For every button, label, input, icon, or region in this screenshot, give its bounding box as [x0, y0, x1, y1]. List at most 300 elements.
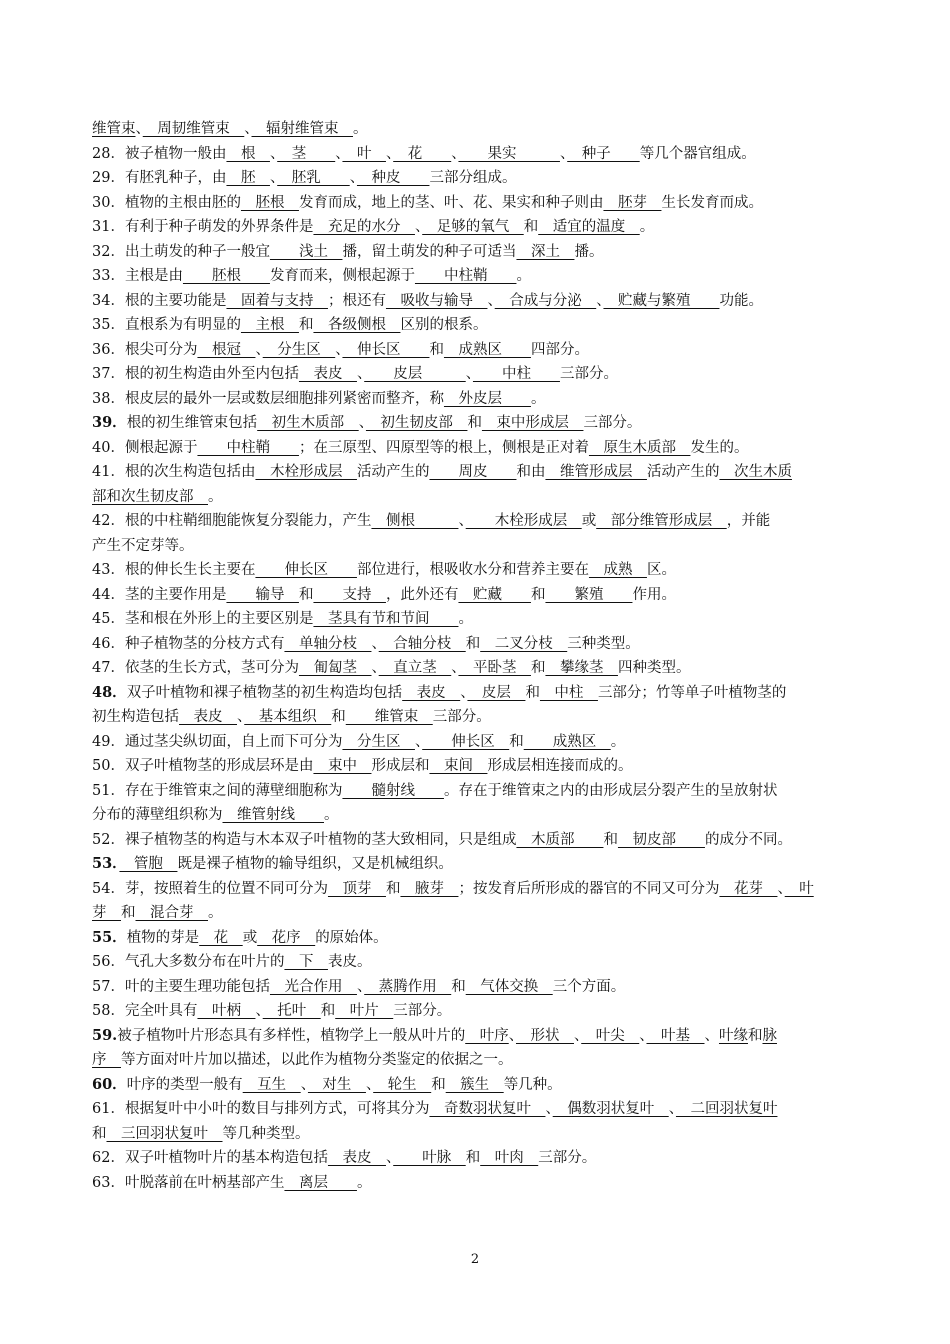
question-text: 和由 — [516, 464, 546, 480]
question-text: 、 — [269, 170, 278, 186]
question-text: 芽，按照着生的位置不同可分为 — [124, 880, 328, 897]
answer-blank: 周皮 — [429, 464, 517, 480]
question-text: 和 — [509, 733, 524, 750]
answer-blank: 混合芽 — [135, 905, 208, 921]
question-text: 根的次生构造包括由 — [124, 464, 256, 480]
question-text: 、 — [255, 1003, 263, 1019]
text-line — [92, 926, 862, 951]
answer-blank: 皮层 — [467, 684, 526, 701]
answer-blank: 维管射线 — [222, 807, 324, 823]
question-text: 植物的芽是 — [126, 929, 200, 946]
answer-blank: 分生区 — [342, 733, 415, 750]
answer-blank: 叶序 — [465, 1027, 509, 1044]
question-text: 直根系为有明显的 — [124, 317, 241, 333]
text-line — [92, 803, 862, 828]
answer-blank: 胚根 — [182, 268, 270, 284]
question-text: 有利于种子萌发的外界条件是 — [124, 219, 314, 235]
answer-blank: 叶 — [342, 145, 386, 162]
question-number: 37． — [92, 366, 125, 382]
question-number: 36． — [92, 341, 125, 358]
question-text: 双子叶植物叶片的基本构造包括 — [124, 1150, 328, 1166]
question-text: 根的初生构造由外至内包括 — [124, 366, 299, 382]
question-text: 。 — [356, 1174, 372, 1191]
text-line — [92, 1122, 862, 1147]
question-text: 形成层和 — [371, 758, 430, 774]
question-text: 、 — [269, 145, 278, 162]
question-number: 35． — [92, 317, 125, 333]
question-number: 41． — [92, 464, 125, 480]
text-line — [92, 117, 862, 142]
question-text: ；按发育后所形成的器官的不同又可分为 — [458, 880, 720, 897]
answer-blank: 浅土 — [269, 243, 343, 260]
text-line — [92, 1171, 862, 1196]
question-text: 。 — [208, 488, 223, 505]
text-line — [92, 460, 862, 485]
text-line — [92, 852, 862, 877]
answer-blank: 束间 — [429, 758, 488, 774]
answer-blank: 气体交换 — [465, 978, 553, 995]
question-number: 47． — [92, 660, 125, 676]
question-text: 三部分组成。 — [429, 170, 517, 186]
answer-blank: 偶数羽状复叶 — [552, 1101, 669, 1117]
answer-blank: 花序 — [257, 929, 316, 946]
question-text: 四种类型。 — [617, 660, 691, 676]
question-text: 等几种。 — [503, 1076, 562, 1093]
question-text: 区。 — [646, 562, 676, 578]
question-text: 存在于维管束之间的薄壁细胞称为 — [124, 782, 343, 799]
question-number: 53． — [92, 855, 120, 872]
question-text: 根的伸长生长主要在 — [124, 562, 256, 578]
question-number: 62． — [92, 1150, 125, 1166]
question-text: 和 — [530, 660, 546, 676]
question-text: 播，留土萌发的种子可适当 — [342, 243, 517, 260]
question-text: 等几个器官组成。 — [639, 145, 756, 162]
question-text: 。 — [208, 905, 223, 921]
question-text: 叶脱落前在叶柄基部产生 — [124, 1174, 285, 1191]
question-text: 、 — [487, 292, 495, 309]
answer-blank: 叶柄 — [197, 1003, 256, 1019]
answer-blank: 胚 — [226, 170, 270, 186]
text-line — [92, 1146, 862, 1171]
question-text: 、 — [668, 1101, 676, 1117]
question-text: 、 — [559, 145, 568, 162]
question-text: 初生构造包括 — [92, 709, 179, 725]
text-line — [92, 901, 862, 926]
question-number: 34． — [92, 292, 125, 309]
question-text: 和 — [331, 709, 346, 725]
question-text: 的成分不同。 — [704, 831, 792, 848]
answer-blank: 胚芽 — [603, 194, 662, 211]
answer-blank: 初生木质部 — [257, 415, 359, 431]
question-text: 、 — [244, 121, 252, 137]
answer-blank: 成熟 — [588, 562, 647, 578]
answer-blank: 足够的氧气 — [422, 219, 524, 235]
question-text: 茎和根在外形上的主要区别是 — [124, 611, 314, 627]
answer-blank: 叶基 — [646, 1027, 705, 1044]
question-number: 44． — [92, 586, 125, 603]
answer-blank: 次生木质 — [719, 464, 792, 480]
question-text: 、 — [237, 709, 245, 725]
question-text: 和 — [320, 1003, 336, 1019]
text-line — [92, 730, 862, 755]
question-text: 或 — [242, 929, 258, 946]
answer-blank: 叶缘 — [718, 1027, 748, 1044]
question-text: 和 — [429, 341, 444, 358]
text-line — [92, 215, 862, 240]
question-text: 和 — [431, 1076, 446, 1093]
text-line — [92, 142, 862, 167]
question-number: 30． — [92, 194, 125, 211]
answer-blank: 中柱鞘 — [197, 439, 299, 456]
question-text: 、 — [451, 145, 459, 162]
question-text: 、 — [135, 121, 143, 137]
question-text: 三个方面。 — [552, 978, 626, 995]
answer-blank: 贮藏 — [458, 586, 531, 603]
question-text: 发育而来，侧根起源于 — [269, 268, 415, 284]
question-text: 、 — [356, 978, 365, 995]
text-line — [92, 264, 862, 289]
question-number: 63． — [92, 1174, 125, 1191]
question-text: 既是裸子植物的输导组织，又是机械组织。 — [177, 856, 453, 872]
question-text: 、 — [596, 292, 604, 309]
question-list — [92, 117, 862, 1195]
text-line — [92, 1024, 862, 1049]
answer-blank: 下 — [284, 954, 328, 970]
answer-blank: 固着与支持 — [226, 292, 328, 309]
answer-blank: 充足的水分 — [313, 219, 415, 235]
answer-blank: 表皮 — [179, 709, 237, 725]
answer-blank: 伸长区 — [342, 341, 430, 358]
question-text: 、 — [460, 684, 468, 701]
text-line — [92, 607, 862, 632]
answer-blank: 种皮 — [356, 170, 430, 186]
question-number: 52． — [92, 831, 125, 848]
question-number: 42． — [92, 513, 125, 529]
question-text: 区别的根系。 — [400, 317, 488, 333]
question-text: 三部分。 — [538, 1150, 597, 1166]
text-line — [92, 362, 862, 387]
question-text: 被子植物一般由 — [124, 145, 227, 162]
question-text: 。 — [353, 121, 368, 137]
answer-blank: 奇数羽状复叶 — [429, 1101, 546, 1117]
answer-blank: 深土 — [516, 243, 575, 260]
answer-blank: 贮藏与繁殖 — [603, 292, 720, 309]
answer-blank: 攀缘茎 — [545, 660, 618, 676]
question-number: 28． — [92, 145, 125, 162]
answer-blank: 韧皮部 — [617, 831, 705, 848]
text-line — [92, 1073, 862, 1098]
answer-blank: 种子 — [567, 145, 640, 162]
answer-blank: 平卧茎 — [458, 660, 531, 676]
answer-blank: 蒸腾作用 — [364, 978, 452, 995]
answer-blank: 木质部 — [516, 831, 604, 848]
question-text: 的原始体。 — [315, 929, 388, 946]
question-text: 裸子植物茎的构造与木本双子叶植物的茎大致相同，只是组成 — [124, 831, 517, 848]
question-text: 分布的薄壁组织称为 — [92, 807, 223, 823]
text-line — [92, 950, 862, 975]
question-text: ，此外还有 — [385, 586, 459, 603]
question-text: 部位进行，根吸收水分和营养主要在 — [356, 562, 589, 578]
question-number: 54． — [92, 880, 125, 897]
answer-blank: 基本组织 — [244, 709, 332, 725]
question-text: 三部分。 — [432, 709, 491, 725]
question-text: 、 — [335, 341, 343, 358]
answer-blank: 匍匐茎 — [298, 660, 372, 676]
answer-blank: 适宜的温度 — [538, 219, 640, 235]
answer-blank: 顶芽 — [327, 880, 386, 897]
answer-blank: 叶片 — [335, 1003, 394, 1019]
answer-blank: 部分维管形成层 — [596, 513, 727, 529]
answer-blank: 托叶 — [262, 1003, 321, 1019]
answer-blank: 茎具有节和节间 — [313, 611, 459, 627]
answer-blank: 外皮层 — [443, 390, 531, 407]
question-text: 和 — [747, 1027, 763, 1044]
question-number: 59. — [92, 1026, 118, 1044]
question-text: 、 — [358, 415, 366, 431]
answer-blank: 中柱 — [472, 366, 560, 382]
answer-blank: 管胞 — [119, 856, 178, 872]
question-text: 和 — [465, 1150, 481, 1166]
answer-blank: 直立茎 — [378, 660, 452, 676]
question-number: 49． — [92, 733, 125, 750]
question-text: 种子植物茎的分枝方式有 — [124, 635, 285, 652]
answer-blank: 维管束 — [92, 121, 136, 137]
answer-blank: 叶肉 — [480, 1150, 539, 1166]
question-text: 双子叶植物茎的形成层环是由 — [124, 758, 314, 774]
question-text: 产生不定芽等。 — [92, 537, 194, 554]
question-text: 。 — [458, 611, 473, 627]
answer-blank: 序 — [92, 1052, 121, 1068]
question-text: 植物的主根由胚的 — [124, 194, 241, 211]
question-number: 43． — [92, 562, 125, 578]
text-line — [92, 681, 862, 706]
text-line — [92, 754, 862, 779]
answer-blank: 腋芽 — [400, 880, 459, 897]
question-text: 、 — [458, 513, 466, 529]
question-text: 、 — [365, 1076, 374, 1093]
answer-blank: 叶脉 — [393, 1150, 466, 1166]
question-text: 侧根起源于 — [124, 439, 198, 456]
question-number: 40． — [92, 439, 125, 456]
question-text: 、 — [545, 1101, 553, 1117]
question-text: 活动产生的 — [356, 464, 430, 480]
text-line — [92, 191, 862, 216]
question-text: 和 — [530, 586, 546, 603]
question-text: 根据复叶中小叶的数目与排列方式，可将其分为 — [124, 1101, 430, 1117]
answer-blank: 互生 — [242, 1076, 301, 1093]
answer-blank: 叶尖 — [581, 1027, 640, 1044]
question-text: 通过茎尖纵切面，自上而下可分为 — [124, 733, 343, 750]
question-number: 56． — [92, 954, 125, 970]
question-text: 三部分。 — [393, 1003, 452, 1019]
question-text: ；在三原型、四原型等的根上，侧根是正对着 — [298, 439, 589, 456]
answer-blank: 根冠 — [197, 341, 256, 358]
question-text: 播。 — [574, 243, 604, 260]
answer-blank: 根 — [226, 145, 270, 162]
question-text: 、 — [349, 170, 357, 186]
question-text: 出土萌发的种子一般宜 — [124, 243, 270, 260]
question-text: 、 — [356, 366, 365, 382]
question-text: 生长发育而成。 — [661, 194, 763, 211]
question-text: 、 — [414, 219, 423, 235]
question-text: 、 — [385, 1150, 394, 1166]
question-text: 。 — [639, 219, 655, 235]
question-text: 、 — [255, 341, 263, 358]
text-line — [92, 779, 862, 804]
question-number: 61． — [92, 1101, 125, 1117]
text-line — [92, 877, 862, 902]
question-text: 被子植物叶片形态具有多样性，植物学上一般从叶片的 — [117, 1027, 466, 1044]
text-line — [92, 534, 862, 559]
question-text: 等方面对叶片加以描述，以此作为植物分类鉴定的依据之一。 — [121, 1052, 513, 1068]
question-number: 46． — [92, 635, 125, 652]
answer-blank: 部和次生韧皮部 — [92, 488, 208, 505]
question-text: 和 — [525, 684, 540, 701]
question-text: 功能。 — [719, 292, 763, 309]
question-text: 、 — [508, 1027, 516, 1044]
answer-blank: 周韧维管束 — [142, 121, 245, 137]
text-line — [92, 975, 862, 1000]
answer-blank: 主根 — [240, 317, 299, 333]
answer-blank: 维管束 — [345, 709, 433, 725]
question-text: 。 — [530, 390, 546, 407]
answer-blank: 花 — [199, 929, 243, 946]
question-text: 完全叶具有 — [124, 1003, 198, 1019]
question-text: 叶的主要生理功能包括 — [124, 978, 270, 995]
question-text: 、 — [465, 366, 473, 382]
answer-blank: 繁殖 — [545, 586, 633, 603]
question-text: 发生的。 — [690, 439, 749, 456]
text-line — [92, 705, 862, 730]
answer-blank: 胚乳 — [277, 170, 350, 186]
answer-blank: 伸长区 — [422, 733, 510, 750]
answer-blank: 吸收与输导 — [385, 292, 488, 309]
answer-blank: 芽 — [92, 905, 121, 921]
question-number: 33． — [92, 268, 125, 284]
answer-blank: 轮生 — [373, 1076, 432, 1093]
answer-blank: 中柱 — [539, 684, 598, 701]
question-text: 和 — [603, 831, 618, 848]
question-text: 双子叶植物和裸子植物茎的初生构造均包括 — [126, 684, 403, 701]
question-number: 51． — [92, 782, 125, 799]
answer-blank: 维管形成层 — [545, 464, 647, 480]
answer-blank: 茎 — [277, 145, 336, 162]
question-text: 根皮层的最外一层或数层细胞排列紧密而整齐，称 — [124, 390, 444, 407]
question-text: 叶序的类型一般有 — [126, 1076, 243, 1093]
question-number: 50． — [92, 758, 125, 774]
question-text: 和 — [523, 219, 539, 235]
answer-blank: 合轴分枝 — [378, 635, 466, 652]
answer-blank: 木栓形成层 — [255, 464, 357, 480]
question-text: 根的中柱鞘细胞能恢复分裂能力，产生 — [124, 513, 372, 529]
text-line — [92, 485, 862, 510]
question-text: 、 — [573, 1027, 582, 1044]
answer-blank: 支持 — [313, 586, 386, 603]
question-text: 。存在于维管束之内的由形成层分裂产生的呈放射状 — [443, 782, 778, 799]
answer-blank: 中柱鞘 — [414, 268, 517, 284]
answer-blank: 侧根 — [371, 513, 459, 529]
question-text: 和 — [467, 415, 482, 431]
question-number: 48． — [92, 683, 127, 701]
page-number: 2 — [470, 1252, 480, 1267]
question-text: 。 — [516, 268, 531, 284]
answer-blank: 原生木质部 — [588, 439, 691, 456]
answer-blank: 花 — [393, 145, 452, 162]
question-text: 、 — [385, 145, 394, 162]
question-number: 31． — [92, 219, 125, 235]
answer-blank: 初生韧皮部 — [365, 415, 468, 431]
question-text: 。 — [324, 807, 339, 823]
answer-blank: 对生 — [307, 1076, 366, 1093]
text-line — [92, 558, 862, 583]
question-text: 三部分。 — [559, 366, 618, 382]
text-line — [92, 509, 862, 534]
question-text: 、 — [371, 635, 379, 652]
answer-blank: 簇生 — [445, 1076, 504, 1093]
text-line — [92, 656, 862, 681]
question-text: 主根是由 — [124, 268, 183, 284]
question-text: 、 — [300, 1076, 308, 1093]
question-text: 、 — [777, 880, 785, 897]
answer-blank: 脉 — [762, 1027, 777, 1044]
question-text: 、 — [335, 145, 343, 162]
answer-blank: 表皮 — [327, 1150, 386, 1166]
question-number: 45． — [92, 611, 125, 627]
text-line — [92, 436, 862, 461]
text-line — [92, 583, 862, 608]
question-number: 32． — [92, 243, 125, 260]
question-text: 根的初生维管束包括 — [126, 415, 258, 431]
question-text: 表皮。 — [327, 954, 372, 970]
question-text: 三部分。 — [583, 415, 642, 431]
text-line — [92, 632, 862, 657]
question-text: 、 — [414, 733, 423, 750]
answer-blank: 各级侧根 — [313, 317, 401, 333]
question-number: 60． — [92, 1075, 127, 1093]
question-text: 根的主要功能是 — [124, 292, 227, 309]
text-line — [92, 338, 862, 363]
text-line — [92, 387, 862, 412]
question-text: 气孔大多数分布在叶片的 — [124, 954, 285, 970]
answer-blank: 表皮 — [298, 366, 357, 382]
answer-blank: 单轴分枝 — [284, 635, 372, 652]
question-text: 发育而成，地上的茎、叶、花、果实和种子则由 — [298, 194, 604, 211]
question-text: 等几种类型。 — [222, 1125, 310, 1142]
question-text: ；根还有 — [327, 292, 386, 309]
question-text: 、 — [371, 660, 379, 676]
answer-blank: 髓射线 — [342, 782, 444, 799]
answer-blank: 离层 — [284, 1174, 357, 1191]
text-line — [92, 166, 862, 191]
question-text: 和 — [298, 317, 314, 333]
answer-blank: 光合作用 — [269, 978, 357, 995]
text-line — [92, 828, 862, 853]
question-number: 58． — [92, 1003, 125, 1019]
question-text: ，并能 — [726, 513, 771, 529]
answer-blank: 胚根 — [240, 194, 299, 211]
text-line — [92, 1097, 862, 1122]
answer-blank: 成熟区 — [523, 733, 611, 750]
question-text: 和 — [465, 635, 481, 652]
answer-blank: 合成与分泌 — [494, 292, 597, 309]
text-line — [92, 999, 862, 1024]
answer-blank: 果实 — [458, 145, 560, 162]
answer-blank: 输导 — [226, 586, 299, 603]
question-text: 、 — [639, 1027, 647, 1044]
answer-blank: 叶 — [784, 880, 814, 897]
answer-blank: 辐射维管束 — [251, 121, 353, 137]
question-text: 三部分；竹等单子叶植物茎的 — [597, 684, 787, 701]
